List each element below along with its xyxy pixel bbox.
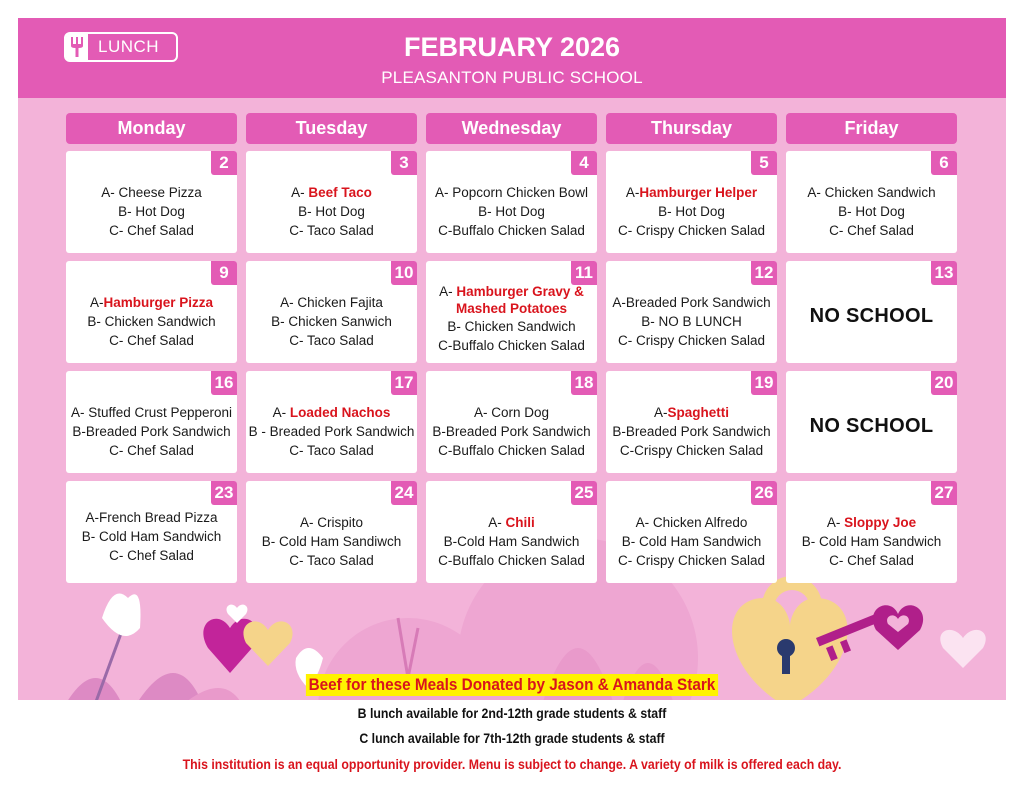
page-title: FEBRUARY 2026 <box>403 32 621 62</box>
lunch-badge-label: LUNCH <box>98 37 160 56</box>
menu-option-c: C- Chef Salad <box>109 332 194 348</box>
date-number: 3 <box>391 151 417 175</box>
menu-option-c: C- Taco Salad <box>289 552 374 568</box>
date-number: 27 <box>931 481 957 505</box>
menu-option-a: A- Sloppy Joe <box>826 514 917 530</box>
day-header-thursday: Thursday <box>606 113 777 144</box>
menu-list <box>66 495 237 577</box>
menu-option-c: C- Chef Salad <box>829 222 914 238</box>
menu-option-b: B- Hot Dog <box>298 203 365 219</box>
menu-option-a: A- Stuffed Crust Pepperoni <box>70 404 233 420</box>
day-cell <box>66 371 237 473</box>
b-lunch-note: B lunch available for 2nd-12th grade students & staff <box>357 705 667 721</box>
date-number: 18 <box>571 371 597 395</box>
menu-option-b: B- Cold Ham Sandwich <box>81 528 222 544</box>
school-name: PLEASANTON PUBLIC SCHOOL <box>381 68 643 87</box>
menu-option-b: B - Breaded Pork Sandwich <box>248 423 415 439</box>
menu-option-c: C-Buffalo Chicken Salad <box>438 222 585 238</box>
menu-option-a: A- Beef Taco <box>291 184 372 200</box>
day-cell <box>786 371 957 473</box>
menu-option-c: C- Crispy Chicken Salad <box>617 332 766 348</box>
menu-option-c: C-Buffalo Chicken Salad <box>438 552 585 568</box>
menu-list <box>606 175 777 247</box>
menu-option-c: C- Chef Salad <box>109 547 194 563</box>
menu-option-b: B- Hot Dog <box>838 203 905 219</box>
menu-option-c: C-Crispy Chicken Salad <box>619 442 764 458</box>
date-number: 19 <box>751 371 777 395</box>
day-cell <box>246 151 417 253</box>
date-number: 6 <box>931 151 957 175</box>
heart-icon <box>243 621 292 666</box>
menu-option-a: A-Spaghetti <box>653 404 729 420</box>
header-banner <box>18 18 1006 98</box>
menu-option-c: C- Crispy Chicken Salad <box>617 552 766 568</box>
day-header-wednesday: Wednesday <box>426 113 597 144</box>
calendar-sheet <box>18 18 1006 778</box>
menu-option-a: A- Hamburger Gravy & <box>439 284 584 299</box>
menu-option-b: B-Breaded Pork Sandwich <box>72 423 231 439</box>
date-number: 10 <box>391 261 417 285</box>
menu-option-b: B- Chicken Sanwich <box>271 313 392 329</box>
no-school-label: NO SCHOOL <box>809 414 934 437</box>
menu-option-a: A- Loaded Nachos <box>272 404 391 420</box>
menu-list <box>426 395 597 467</box>
tulip-icon <box>102 594 141 637</box>
day-header-friday: Friday <box>786 113 957 144</box>
date-number: 17 <box>391 371 417 395</box>
menu-list <box>786 505 957 577</box>
menu-option-b: B- NO B LUNCH <box>641 313 742 329</box>
menu-option-c: C- Taco Salad <box>289 222 374 238</box>
menu-option-a: A-Hamburger Helper <box>625 184 758 200</box>
menu-option-b: B-Cold Ham Sandwich <box>443 533 580 549</box>
menu-option-b: B- Chicken Sandwich <box>447 319 576 334</box>
day-cell <box>786 261 957 363</box>
menu-list <box>786 175 957 247</box>
menu-option-a: A- Chicken Fajita <box>280 294 383 310</box>
c-lunch-note: C lunch available for 7th-12th grade students & staff <box>359 730 665 746</box>
menu-list <box>246 505 417 577</box>
menu-option-a: A-Hamburger Pizza <box>89 294 214 310</box>
menu-option-b: B- Chicken Sandwich <box>87 313 216 329</box>
menu-option-a: A- Chili <box>488 514 535 530</box>
menu-option-a: A- Cheese Pizza <box>101 184 202 200</box>
day-cell <box>426 481 597 583</box>
menu-option-a-continued: Mashed Potatoes <box>455 301 568 316</box>
heart-icon <box>940 630 985 668</box>
day-cell <box>246 371 417 473</box>
menu-option-a: A-Breaded Pork Sandwich <box>612 294 771 310</box>
menu-list <box>246 285 417 357</box>
day-cell <box>606 371 777 473</box>
menu-option-b: B- Hot Dog <box>118 203 185 219</box>
date-number: 11 <box>571 261 597 285</box>
day-cell <box>66 261 237 363</box>
date-number: 4 <box>571 151 597 175</box>
day-header-tuesday: Tuesday <box>246 113 417 144</box>
donation-text: Beef for these Meals Donated by Jason & Amanda Stark <box>306 674 718 696</box>
menu-option-a: A- Crispito <box>299 514 364 530</box>
menu-list <box>66 285 237 357</box>
day-cell <box>66 151 237 253</box>
date-number: 24 <box>391 481 417 505</box>
day-cell <box>786 151 957 253</box>
date-number: 9 <box>211 261 237 285</box>
date-number: 13 <box>931 261 957 285</box>
menu-option-b: B- Hot Dog <box>658 203 725 219</box>
date-number: 20 <box>931 371 957 395</box>
menu-option-c: C- Crispy Chicken Salad <box>617 222 766 238</box>
menu-option-c: C- Chef Salad <box>829 552 914 568</box>
menu-list <box>246 175 417 247</box>
day-cell <box>246 261 417 363</box>
menu-list <box>606 285 777 357</box>
day-cell <box>66 481 237 583</box>
disclaimer-text: This institution is an equal opportunity provider. Menu is subject to change. A variety of milk is offered each day. <box>182 756 842 772</box>
day-cell <box>606 481 777 583</box>
donation-banner <box>0 674 1024 696</box>
menu-list <box>606 395 777 467</box>
menu-option-b: B- Cold Ham Sandiwch <box>261 533 402 549</box>
date-number: 16 <box>211 371 237 395</box>
menu-option-c: C- Chef Salad <box>109 442 194 458</box>
day-cell <box>246 481 417 583</box>
menu-option-a: A- Corn Dog <box>473 404 550 420</box>
day-cell <box>606 261 777 363</box>
menu-list <box>426 281 597 357</box>
date-number: 25 <box>571 481 597 505</box>
menu-option-c: C-Buffalo Chicken Salad <box>438 338 585 353</box>
day-header-monday: Monday <box>66 113 237 144</box>
date-number: 5 <box>751 151 777 175</box>
menu-option-b: B- Hot Dog <box>478 203 545 219</box>
menu-option-a: A- Popcorn Chicken Bowl <box>434 184 589 200</box>
menu-option-c: C- Taco Salad <box>289 442 374 458</box>
date-number: 12 <box>751 261 777 285</box>
date-number: 23 <box>211 481 237 505</box>
no-school-label: NO SCHOOL <box>809 304 934 327</box>
menu-option-a: A- Chicken Sandwich <box>807 184 936 200</box>
menu-option-b: B-Breaded Pork Sandwich <box>432 423 591 439</box>
menu-list <box>426 175 597 247</box>
day-cell <box>426 261 597 363</box>
menu-list <box>606 505 777 577</box>
menu-option-c: C- Chef Salad <box>109 222 194 238</box>
menu-option-b: B- Cold Ham Sandwich <box>621 533 762 549</box>
day-cell <box>606 151 777 253</box>
menu-option-c: C- Taco Salad <box>289 332 374 348</box>
day-cell <box>426 371 597 473</box>
menu-option-b: B- Cold Ham Sandwich <box>801 533 942 549</box>
day-cell <box>426 151 597 253</box>
menu-option-a: A-French Bread Pizza <box>85 509 218 525</box>
menu-list <box>66 175 237 247</box>
menu-list <box>66 395 237 467</box>
menu-option-b: B-Breaded Pork Sandwich <box>612 423 771 439</box>
menu-option-a: A- Chicken Alfredo <box>635 514 748 530</box>
day-cell <box>786 481 957 583</box>
date-number: 26 <box>751 481 777 505</box>
menu-list <box>246 395 417 467</box>
menu-option-c: C-Buffalo Chicken Salad <box>438 442 585 458</box>
date-number: 2 <box>211 151 237 175</box>
menu-list <box>426 505 597 577</box>
